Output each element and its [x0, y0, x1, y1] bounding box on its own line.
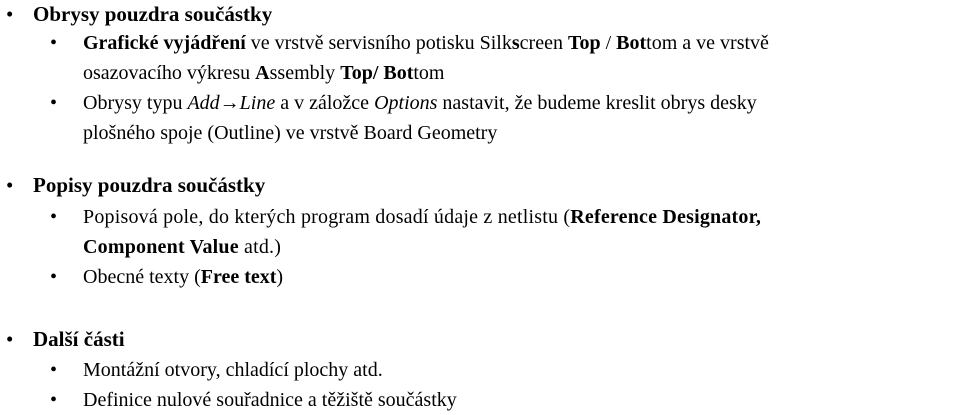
section-heading-text: Popisy pouzdra součástky: [33, 173, 266, 197]
text-run: plošného spoje (Outline) ve vrstvě Board Geometry: [83, 122, 498, 144]
bullet-icon: •: [50, 92, 58, 114]
text-run: Obecné texty (: [83, 266, 201, 288]
text-run: /: [600, 32, 617, 54]
text-run: a v záložce: [275, 92, 375, 114]
text-run: osazovacího výkresu: [83, 62, 256, 84]
section-heading-text: Další části: [33, 327, 125, 351]
bullet-icon: •: [50, 32, 58, 54]
text-run: Top: [567, 32, 601, 54]
text-run: nastavit, že budeme kreslit obrys desky: [437, 92, 757, 114]
text-run: tom a ve vrstvě: [646, 32, 769, 54]
section-heading-text: Obrysy pouzdra součástky: [33, 2, 273, 26]
text-run: tom: [413, 62, 445, 84]
list-item-text: Definice nulové souřadnice a těžiště součástky: [83, 389, 457, 411]
bullet-icon: •: [50, 359, 58, 381]
bullet-icon: •: [6, 2, 14, 26]
text-run: atd.): [238, 236, 282, 258]
bullet-icon: •: [6, 173, 14, 197]
list-item-text: [83, 202, 953, 262]
bullet-icon: •: [6, 327, 14, 351]
text-run: creen: [519, 32, 568, 54]
text-run: Component Value: [83, 236, 239, 258]
text-run: Popisová pole, do kterých program dosadí údaje z netlistu (: [83, 206, 571, 228]
text-run: Free text: [200, 266, 277, 288]
text-run: Silk: [479, 32, 512, 54]
text-run: Bot: [616, 32, 647, 54]
list-item-text: [83, 28, 953, 88]
list-item-text: Montážní otvory, chladící plochy atd.: [83, 359, 383, 381]
text-run: Top/ Bot: [340, 62, 414, 84]
text-run: Add→Line: [187, 92, 276, 114]
text-run: Options: [374, 92, 438, 114]
bullet-icon: •: [50, 206, 58, 228]
bullet-icon: •: [50, 389, 58, 411]
text-run: ve vrstvě servisního potisku: [245, 32, 480, 54]
list-item-text: [83, 88, 953, 148]
text-run: ): [276, 266, 284, 288]
list-item-text: [83, 262, 953, 292]
text-run: Grafické vyjádření: [83, 32, 246, 54]
bullet-icon: •: [50, 266, 58, 288]
text-run: Reference Designator,: [570, 206, 762, 228]
text-run: A: [255, 62, 270, 84]
text-run: ssembly: [269, 62, 341, 84]
text-run: Obrysy typu: [83, 92, 188, 114]
text-run: s: [511, 32, 520, 54]
